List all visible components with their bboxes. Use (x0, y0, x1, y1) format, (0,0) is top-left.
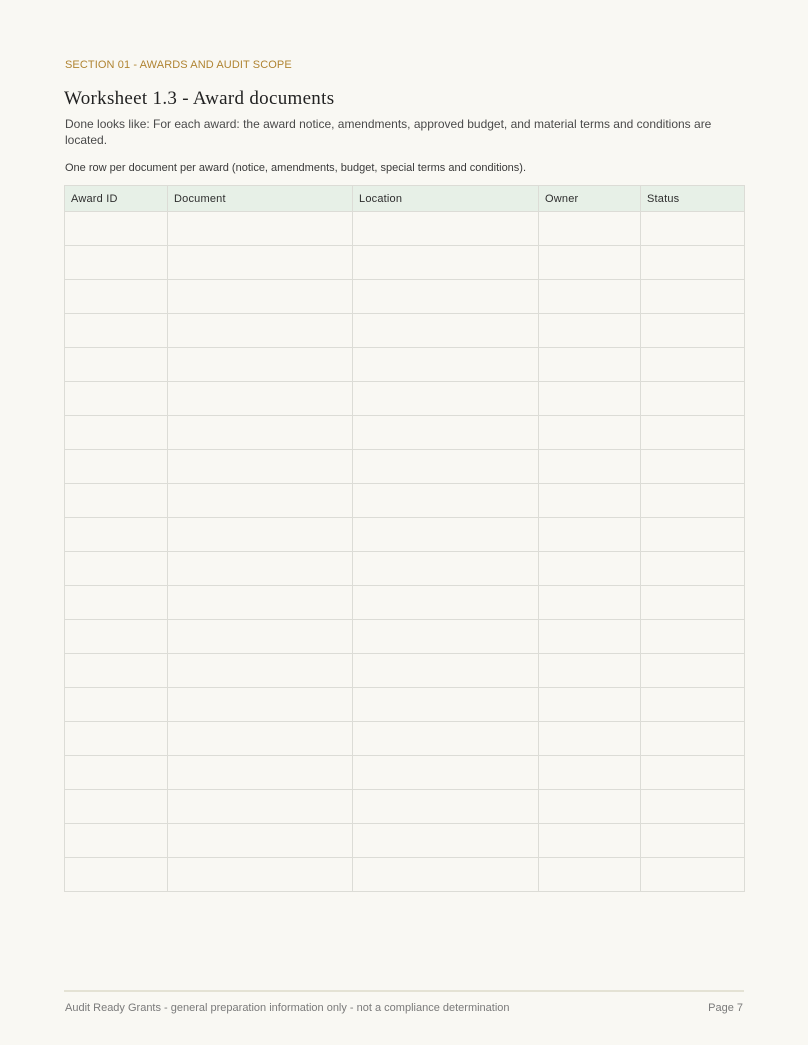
table-row (65, 314, 745, 348)
table-row (65, 620, 745, 654)
cell-award-id[interactable] (65, 212, 168, 246)
cell-owner[interactable] (539, 484, 641, 518)
cell-document[interactable] (168, 484, 353, 518)
cell-award-id[interactable] (65, 790, 168, 824)
cell-document[interactable] (168, 756, 353, 790)
cell-document[interactable] (168, 586, 353, 620)
cell-award-id[interactable] (65, 586, 168, 620)
cell-location[interactable] (353, 416, 539, 450)
cell-status[interactable] (641, 552, 745, 586)
table-row (65, 518, 745, 552)
cell-status[interactable] (641, 756, 745, 790)
cell-document[interactable] (168, 620, 353, 654)
cell-owner[interactable] (539, 790, 641, 824)
table-row (65, 416, 745, 450)
cell-award-id[interactable] (65, 824, 168, 858)
cell-location[interactable] (353, 586, 539, 620)
table-row (65, 450, 745, 484)
done-description: Done looks like: For each award: the award notice, amendments, approved budget, and material terms and conditions are located. (65, 117, 712, 147)
table-row (65, 824, 745, 858)
cell-document[interactable] (168, 246, 353, 280)
cell-status[interactable] (641, 416, 745, 450)
cell-status[interactable] (641, 824, 745, 858)
table-row (65, 382, 745, 416)
footer-disclaimer: Audit Ready Grants - general preparation information only - not a compliance determination (65, 1002, 510, 1014)
cell-location[interactable] (353, 382, 539, 416)
cell-owner[interactable] (539, 586, 641, 620)
cell-owner[interactable] (539, 824, 641, 858)
cell-document[interactable] (168, 212, 353, 246)
column-header-document: Document (168, 186, 353, 212)
table-row (65, 586, 745, 620)
cell-location[interactable] (353, 790, 539, 824)
cell-owner[interactable] (539, 450, 641, 484)
cell-award-id[interactable] (65, 654, 168, 688)
cell-award-id[interactable] (65, 620, 168, 654)
cell-owner[interactable] (539, 552, 641, 586)
cell-location[interactable] (353, 722, 539, 756)
table-row (65, 858, 745, 892)
cell-document[interactable] (168, 824, 353, 858)
cell-status[interactable] (641, 382, 745, 416)
cell-status[interactable] (641, 314, 745, 348)
cell-award-id[interactable] (65, 552, 168, 586)
cell-status[interactable] (641, 688, 745, 722)
cell-document[interactable] (168, 348, 353, 382)
cell-award-id[interactable] (65, 756, 168, 790)
cell-award-id[interactable] (65, 246, 168, 280)
cell-status[interactable] (641, 620, 745, 654)
cell-status[interactable] (641, 518, 745, 552)
table-row (65, 246, 745, 280)
cell-document[interactable] (168, 450, 353, 484)
cell-owner[interactable] (539, 246, 641, 280)
cell-location[interactable] (353, 348, 539, 382)
cell-location[interactable] (353, 756, 539, 790)
cell-award-id[interactable] (65, 382, 168, 416)
cell-award-id[interactable] (65, 416, 168, 450)
cell-award-id[interactable] (65, 688, 168, 722)
cell-document[interactable] (168, 416, 353, 450)
table-row (65, 756, 745, 790)
cell-document[interactable] (168, 552, 353, 586)
table-row (65, 484, 745, 518)
table-row (65, 688, 745, 722)
cell-award-id[interactable] (65, 348, 168, 382)
cell-location[interactable] (353, 212, 539, 246)
cell-location[interactable] (353, 858, 539, 892)
cell-location[interactable] (353, 552, 539, 586)
cell-status[interactable] (641, 450, 745, 484)
cell-owner[interactable] (539, 858, 641, 892)
cell-location[interactable] (353, 484, 539, 518)
cell-owner[interactable] (539, 654, 641, 688)
table-row (65, 552, 745, 586)
cell-award-id[interactable] (65, 722, 168, 756)
cell-award-id[interactable] (65, 518, 168, 552)
column-header-owner: Owner (539, 186, 641, 212)
cell-owner[interactable] (539, 688, 641, 722)
cell-status[interactable] (641, 246, 745, 280)
cell-status[interactable] (641, 790, 745, 824)
cell-status[interactable] (641, 280, 745, 314)
cell-status[interactable] (641, 722, 745, 756)
cell-document[interactable] (168, 314, 353, 348)
cell-status[interactable] (641, 654, 745, 688)
section-label: SECTION 01 - AWARDS AND AUDIT SCOPE (65, 59, 292, 71)
cell-status[interactable] (641, 348, 745, 382)
cell-owner[interactable] (539, 382, 641, 416)
table-row (65, 790, 745, 824)
table-header-row (65, 186, 745, 212)
cell-location[interactable] (353, 246, 539, 280)
cell-location[interactable] (353, 450, 539, 484)
cell-owner[interactable] (539, 348, 641, 382)
cell-status[interactable] (641, 586, 745, 620)
cell-award-id[interactable] (65, 450, 168, 484)
column-header-award-id: Award ID (65, 186, 168, 212)
cell-document[interactable] (168, 858, 353, 892)
column-header-status: Status (641, 186, 745, 212)
cell-document[interactable] (168, 654, 353, 688)
page-number: Page 7 (708, 1002, 743, 1014)
cell-award-id[interactable] (65, 280, 168, 314)
cell-award-id[interactable] (65, 484, 168, 518)
table-row (65, 212, 745, 246)
cell-owner[interactable] (539, 518, 641, 552)
column-header-location: Location (353, 186, 539, 212)
cell-award-id[interactable] (65, 314, 168, 348)
cell-owner[interactable] (539, 620, 641, 654)
table-row (65, 280, 745, 314)
cell-document[interactable] (168, 382, 353, 416)
cell-owner[interactable] (539, 416, 641, 450)
cell-location[interactable] (353, 688, 539, 722)
cell-location[interactable] (353, 620, 539, 654)
table-row (65, 654, 745, 688)
cell-owner[interactable] (539, 212, 641, 246)
cell-status[interactable] (641, 858, 745, 892)
table-body (65, 212, 745, 892)
cell-owner[interactable] (539, 280, 641, 314)
table-instructions: One row per document per award (notice, amendments, budget, special terms and conditions). (65, 162, 527, 174)
cell-award-id[interactable] (65, 858, 168, 892)
cell-location[interactable] (353, 280, 539, 314)
worksheet-title: Worksheet 1.3 - Award documents (64, 88, 335, 109)
award-documents-table (64, 185, 745, 892)
cell-document[interactable] (168, 518, 353, 552)
cell-status[interactable] (641, 212, 745, 246)
table-row (65, 348, 745, 382)
cell-location[interactable] (353, 518, 539, 552)
cell-owner[interactable] (539, 314, 641, 348)
cell-document[interactable] (168, 790, 353, 824)
cell-document[interactable] (168, 688, 353, 722)
cell-owner[interactable] (539, 756, 641, 790)
cell-status[interactable] (641, 484, 745, 518)
cell-document[interactable] (168, 722, 353, 756)
footer-divider (64, 990, 744, 992)
cell-location[interactable] (353, 824, 539, 858)
cell-document[interactable] (168, 280, 353, 314)
cell-owner[interactable] (539, 722, 641, 756)
cell-location[interactable] (353, 654, 539, 688)
table-row (65, 722, 745, 756)
cell-location[interactable] (353, 314, 539, 348)
